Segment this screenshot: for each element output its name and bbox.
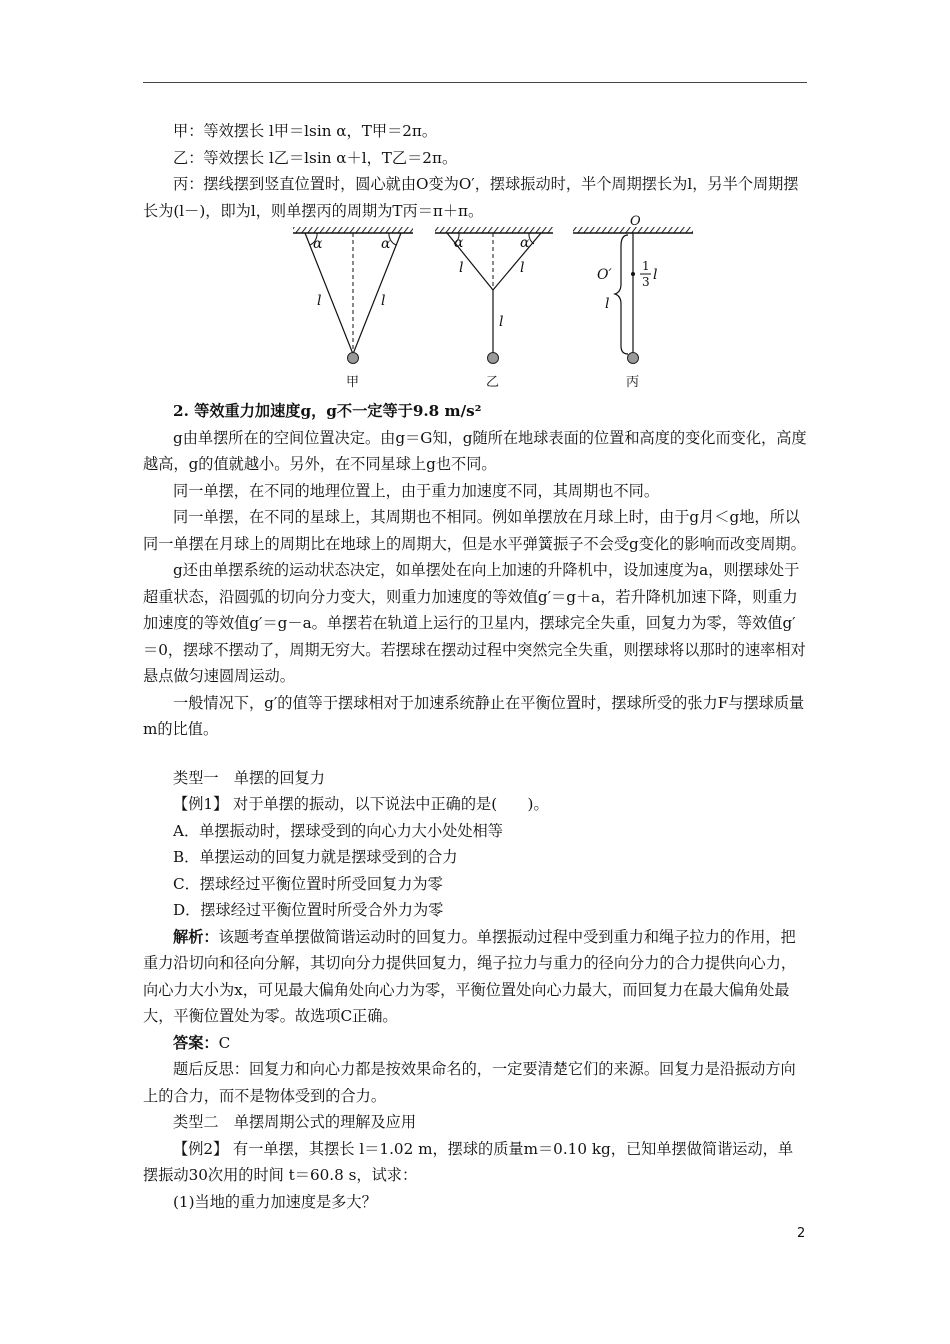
l-label: l bbox=[459, 260, 464, 276]
paragraph: 一般情况下，g′的值等于摆球相对于加速系统静止在平衡位置时，摆球所受的张力F与摆球质量m的比值。 bbox=[143, 693, 805, 738]
option-c: C．摆球经过平衡位置时所受回复力为零 bbox=[173, 874, 443, 893]
sub-question: (1)当地的重力加速度是多大？ bbox=[173, 1192, 377, 1211]
pendulum-bing bbox=[573, 214, 693, 390]
type-heading: 类型二 单摆周期公式的理解及应用 bbox=[173, 1113, 416, 1131]
line-jia: 甲：等效摆长 l甲＝lsin α，T甲＝2π。 bbox=[173, 122, 438, 140]
option-d: D．摆球经过平衡位置时所受合外力为零 bbox=[173, 901, 444, 919]
label-jia: 甲 bbox=[346, 375, 360, 390]
alpha-label: α bbox=[520, 235, 530, 251]
type-heading: 类型一 单摆的回复力 bbox=[173, 768, 325, 787]
paragraph: g还由单摆系统的运动状态决定，如单摆处在向上加速的升降机中，设加速度为a，则摆球处于超重状态，沿圆弧的切向分力变大，则重力加速度的等效值g′＝g＋a，若升降机加速下降，则重力加速度的等效值g′＝g－a。单摆若在轨道上运行的卫星内，摆球完全失重，回复力为零，等效值g′＝0，摆球不摆动了，周期无穷大。若摆球在摆动过程中突然完全失重，则摆球将以那时的速率相对悬点做匀速圆周运动。 bbox=[143, 561, 806, 685]
l-label: l bbox=[381, 293, 386, 309]
analysis bbox=[143, 924, 807, 1030]
l-label: l bbox=[605, 296, 610, 312]
third-l-label: l bbox=[653, 267, 658, 283]
example-question: 【例1】 对于单摆的振动，以下说法中正确的是( )。 bbox=[173, 795, 549, 813]
line-yi: 乙：等效摆长 l乙＝lsin α＋l，T乙＝2π。 bbox=[173, 148, 458, 167]
paragraph: g由单摆所在的空间位置决定。由g＝G知，g随所在地球表面的位置和高度的变化而变化，高度越高，g的值就越小。另外，在不同星球上g也不同。 bbox=[143, 428, 807, 473]
pendulum-jia bbox=[293, 227, 413, 390]
answer-label: 答案： bbox=[173, 1033, 219, 1052]
analysis-label: 解析： bbox=[173, 927, 219, 946]
example-question: 【例2】 有一单摆，其摆长 l＝1.02 m，摆球的质量m＝0.10 kg，已知单摆做简谐运动，单摆振动30次用的时间 t＝60.8 s，试求： bbox=[143, 1139, 794, 1184]
O-label: O bbox=[630, 214, 641, 229]
l-label: l bbox=[499, 314, 504, 330]
pendulum-diagram bbox=[283, 214, 743, 394]
alpha-label: α bbox=[454, 235, 464, 251]
option-b: B．单摆运动的回复力就是摆球受到的合力 bbox=[173, 848, 458, 866]
line-bing: 丙：摆线摆到竖直位置时，圆心就由O变为O′，摆球振动时，半个周期摆长为l，另半个周期摆长为(l－)，即为l，则单摆丙的周期为T丙＝π＋π。 bbox=[143, 175, 799, 220]
option-a: A．单摆振动时，摆球受到的向心力大小处处相等 bbox=[173, 821, 503, 840]
analysis-text: 该题考查单摆做简谐运动时的回复力。单摆振动过程中受到重力和绳子拉力的作用，把重力沿切向和径向分解，其切向分力提供回复力，绳子拉力与重力的径向分力的合力提供向心力，向心力大小为x，可见最大偏角处向心力为零，平衡位置处向心力最大，而回复力在最大偏角处最大，平衡位置处为零。故选项C正确。 bbox=[143, 927, 797, 1025]
pendulum-yi bbox=[435, 227, 553, 390]
l-label: l bbox=[520, 260, 525, 276]
paragraph: 同一单摆，在不同的地理位置上，由于重力加速度不同，其周期也不同。 bbox=[173, 481, 659, 500]
page-number: 2 bbox=[797, 1226, 806, 1241]
answer bbox=[143, 1030, 807, 1057]
label-yi: 乙 bbox=[486, 375, 500, 390]
alpha-label: α bbox=[313, 236, 323, 252]
alpha-label: α bbox=[381, 236, 391, 252]
third-numerator: 1 bbox=[642, 259, 650, 273]
answer-text: C bbox=[218, 1033, 231, 1052]
third-denominator: 3 bbox=[642, 275, 650, 289]
header-rule bbox=[143, 82, 807, 83]
page-content bbox=[143, 118, 807, 1215]
reflection: 题后反思：回复力和向心力都是按效果命名的，一定要清楚它们的来源。回复力是沿振动方向上的合力，而不是物体受到的合力。 bbox=[143, 1060, 796, 1105]
pendulum-figure bbox=[143, 214, 807, 394]
O-prime-label: O′ bbox=[597, 267, 612, 283]
paragraph: 同一单摆，在不同的星球上，其周期也不相同。例如单摆放在月球上时，由于g月＜g地，所以同一单摆在月球上的周期比在地球上的周期大，但是水平弹簧振子不会受g变化的影响而改变周期。 bbox=[143, 508, 806, 553]
l-label: l bbox=[317, 293, 322, 309]
label-bing: 丙 bbox=[626, 375, 640, 390]
section-title: 2. 等效重力加速度g，g不一定等于9.8 m/s² bbox=[173, 402, 482, 420]
